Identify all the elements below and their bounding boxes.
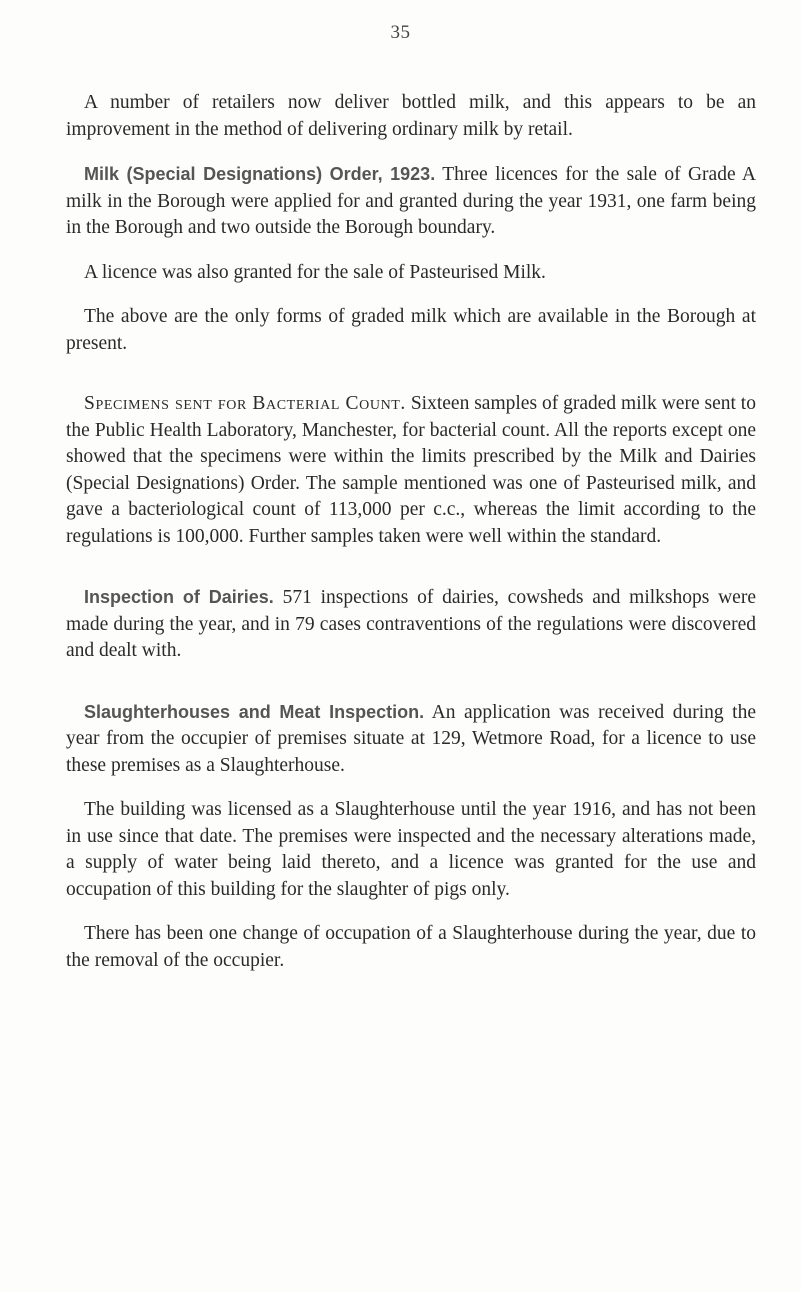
paragraph-bacterial-count xyxy=(66,391,756,550)
section-heading-slaughterhouses: Slaughterhouses and Meat Inspection. xyxy=(84,701,425,722)
paragraph-change-occupation xyxy=(66,921,756,974)
document-body xyxy=(66,90,756,992)
section-heading-milk-order: Milk (Special Designations) Order, 1923. xyxy=(84,164,436,184)
paragraph-inspection-dairies xyxy=(66,584,756,665)
section-heading-bacterial-count: Specimens sent for Bacterial Count. xyxy=(84,393,406,414)
paragraph-building-licensed xyxy=(66,797,756,903)
paragraph-text: There has been one change of occupation of a Slaughterhouse during the year, due to the removal of the occupier. xyxy=(66,923,756,971)
paragraph-text: The building was licensed as a Slaughterhouse until the year 1916, and has not been in use since that date. The premises were inspected and the necessary alterations made, a supply of water being laid thereto, and a licence was granted for the use and occupation of this building for the slaughter of pigs only. xyxy=(66,799,756,900)
paragraph-text: Three licences for the sale of Grade A milk in the Borough were applied for and granted during the year 1931, one farm being in the Borough and two outside the Borough boundary. xyxy=(66,164,757,238)
paragraph-text: A licence was also granted for the sale of Pasteurised Milk. xyxy=(84,261,546,283)
paragraph-text: The above are the only forms of graded milk which are available in the Borough at present. xyxy=(66,306,756,354)
section-heading-inspection-dairies: Inspection of Dairies. xyxy=(84,587,274,607)
paragraph-slaughterhouses xyxy=(66,699,756,780)
paragraph-text: 571 inspections of dairies, cowsheds and milkshops were made during the year, and in 79 cases contraventions of the regulations were discovered and dealt with. xyxy=(66,587,756,661)
paragraph-milk-order xyxy=(66,161,756,242)
paragraph-bottled-milk xyxy=(66,90,756,143)
paragraph-text: Sixteen samples of graded milk were sent to the Public Health Laboratory, Manchester, for bacterial count. All the reports except one showed that the specimens were within the limits prescribed by the Milk and Dairies (Special Designations) Order. The sample mentioned was one of Pasteurised milk, and gave a bacteriological count of 113,000 per c.c., whereas the limit according to the regulations is 100,000. Further samples taken were well within the standard. xyxy=(66,393,756,547)
paragraph-text: An application was received during the year from the occupier of premises situate at 129, Wetmore Road, for a licence to use these premises as a Slaughterhouse. xyxy=(66,701,756,776)
paragraph-text: A number of retailers now deliver bottled milk, and this appears to be an improvement in the method of delivering ordinary milk by retail. xyxy=(66,92,756,140)
paragraph-graded-milk-forms xyxy=(66,304,756,357)
paragraph-pasteurised-licence xyxy=(66,260,756,287)
page-number: 35 xyxy=(390,22,411,43)
